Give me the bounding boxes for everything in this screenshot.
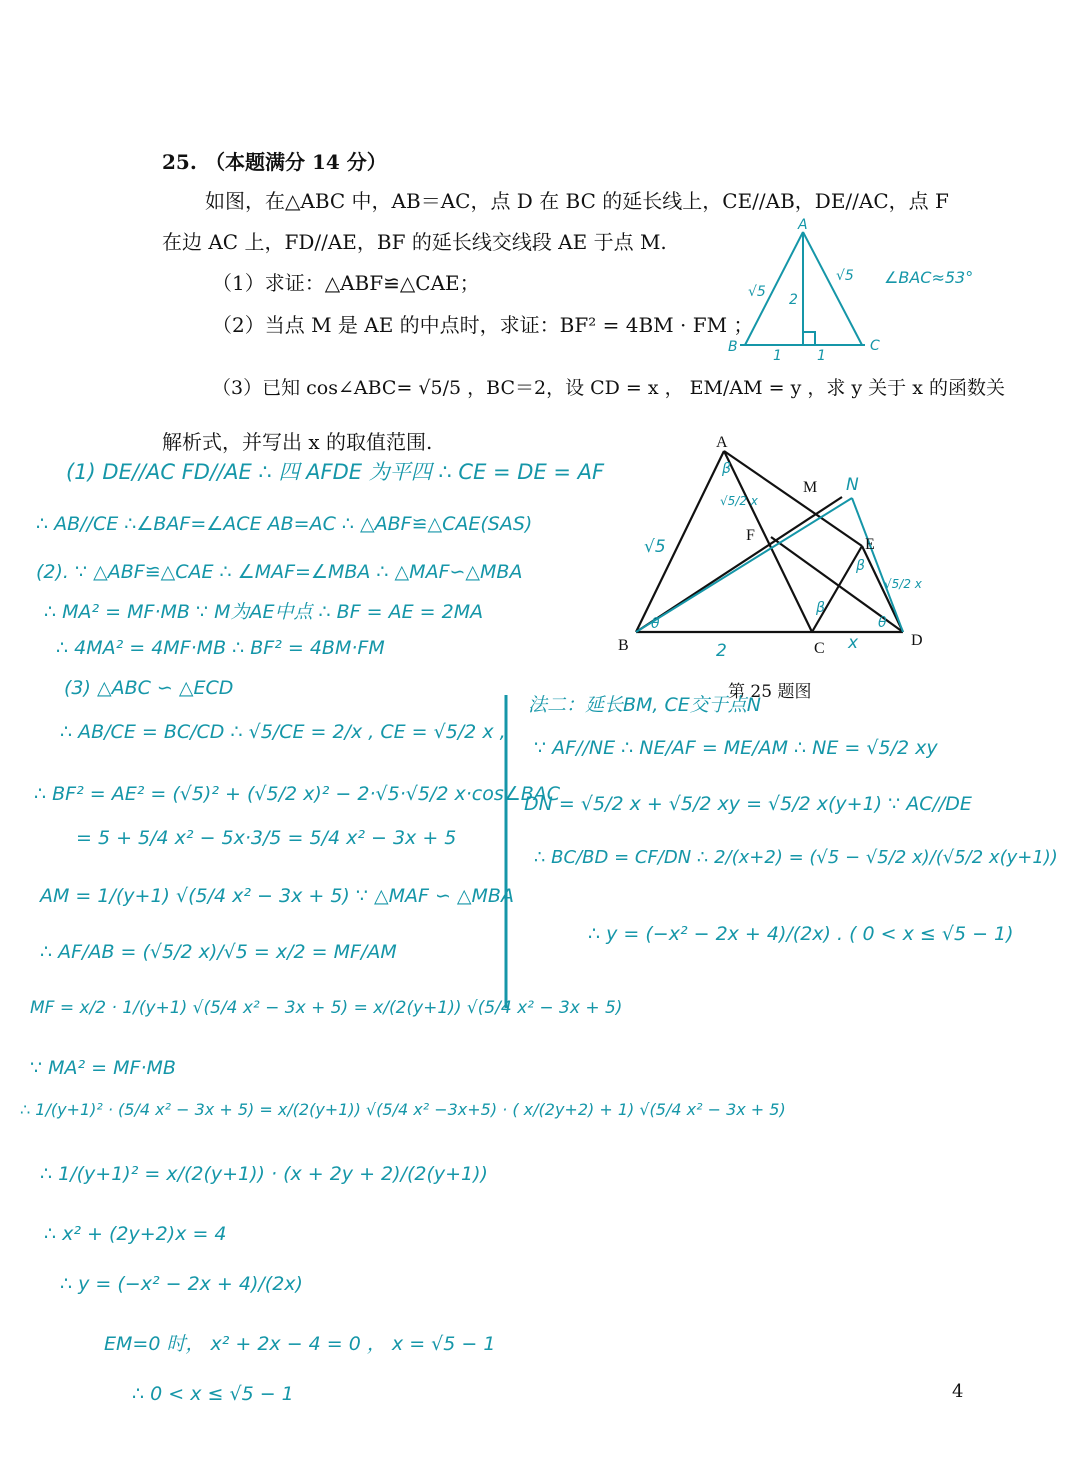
small-label-side-left: √5: [748, 284, 766, 300]
hw-right-line-2: ∵ AF//NE ∴ NE/AF = ME/AM ∴ NE = √5/2 xy: [534, 737, 938, 759]
hw-line-18: EM=0 时， x² + 2x − 4 = 0 ， x = √5 − 1: [104, 1333, 496, 1355]
problem-line-2: 在边 AC 上，FD//AE，BF 的延长线交线段 AE 于点 M.: [162, 230, 667, 254]
label-c: C: [814, 640, 825, 657]
annot-theta-b: θ: [651, 616, 660, 632]
annot-cd-length: x: [848, 633, 859, 653]
hw-line-4: ∴ MA² = MF·MB ∵ M为AE中点 ∴ BF = AE = 2MA: [44, 601, 484, 623]
hw-line-7: ∴ AB/CE = BC/CD ∴ √5/CE = 2/x , CE = √5/2 x ,: [60, 721, 506, 743]
small-angle-note: ∠BAC≈53°: [884, 268, 974, 287]
hw-line-17: ∴ y = (−x² − 2x + 4)/(2x): [60, 1273, 303, 1295]
hw-line-8: ∴ BF² = AE² = (√5)² + (√5/2 x)² − 2·√5·√5/2 x·cos∠BAC: [34, 783, 561, 805]
segment-ce: [812, 546, 862, 632]
label-d: D: [911, 632, 923, 649]
hw-right-line-1: 法二：延长BM, CE交于点N: [528, 694, 761, 716]
hw-line-6: (3) △ABC ∽ △ECD: [64, 677, 234, 699]
small-side-ac: [803, 232, 862, 345]
hw-line-13: ∵ MA² = MF·MB: [30, 1057, 176, 1079]
hw-line-2: ∴ AB//CE ∴∠BAF=∠ACE AB=AC ∴ △ABF≌△CAE(SAS): [36, 513, 533, 535]
label-n: N: [846, 475, 859, 495]
hw-right-line-5: ∴ y = (−x² − 2x + 4)/(2x) . ( 0 < x ≤ √5 − 1): [588, 923, 1014, 945]
small-label-side-right: √5: [836, 268, 854, 284]
label-b: B: [618, 637, 629, 654]
annot-ab-length: √5: [644, 537, 666, 557]
question-3-continued: 解析式，并写出 x 的取值范围.: [162, 430, 433, 454]
question-3: （3）已知 cos∠ABC= √5/5 ，BC＝2，设 CD = x ， EM/AM = y ，求 y 关于 x 的函数关: [212, 377, 1005, 399]
small-label-a: A: [798, 217, 808, 233]
annot-bc-length: 2: [716, 641, 727, 661]
hw-line-14: ∴ 1/(y+1)² · (5/4 x² − 3x + 5) = x/(2(y+1)) √(5/4 x² −3x+5) · ( x/(2y+2) + 1) √(5/4 x² − 3x + 5): [20, 1100, 786, 1119]
annot-theta-d: θ: [878, 615, 887, 631]
hw-line-15: ∴ 1/(y+1)² = x/(2(y+1)) · (x + 2y + 2)/(2(y+1)): [40, 1163, 488, 1185]
annot-af-length: √5/2 x: [720, 494, 758, 508]
problem-line-1: 如图，在△ABC 中，AB＝AC，点 D 在 BC 的延长线上，CE//AB，DE//AC，点 F: [205, 189, 949, 213]
label-m: M: [803, 479, 818, 496]
small-label-height: 2: [789, 292, 798, 308]
segment-ac: [724, 451, 812, 632]
annot-beta-e: β: [856, 558, 865, 574]
small-label-base-left: 1: [773, 348, 782, 364]
hw-line-3: (2). ∵ △ABF≌△CAE ∴ ∠MAF=∠MBA ∴ △MAF∽△MBA: [36, 561, 523, 583]
hw-line-11: ∴ AF/AB = (√5/2 x)/√5 = x/2 = MF/AM: [40, 941, 397, 963]
annot-beta-a: β: [722, 461, 731, 477]
hw-right-line-4: ∴ BC/BD = CF/DN ∴ 2/(x+2) = (√5 − √5/2 x)/(√5/2 x(y+1)): [534, 847, 1058, 868]
hw-right-line-3: DN = √5/2 x + √5/2 xy = √5/2 x(y+1) ∵ AC//DE: [524, 793, 972, 815]
page-number: 4: [952, 1381, 964, 1402]
small-label-b: B: [728, 339, 738, 355]
hw-line-1: (1) DE//AC FD//AE ∴ 四 AFDE 为平四 ∴ CE = DE = AF: [66, 460, 605, 484]
label-a: A: [716, 434, 728, 451]
small-label-c: C: [870, 338, 880, 354]
main-figure: [636, 451, 903, 632]
problem-heading: （本题满分 14 分）: [205, 150, 387, 174]
small-label-base-right: 1: [817, 348, 826, 364]
small-right-angle-mark: [803, 332, 815, 345]
hw-line-9: = 5 + 5/4 x² − 5x·3/5 = 5/4 x² − 3x + 5: [76, 827, 457, 849]
question-1: （1）求证：△ABF≌△CAE；: [212, 271, 480, 295]
question-2: （2）当点 M 是 AE 的中点时，求证：BF² = 4BM · FM ；: [212, 313, 754, 337]
label-f: F: [746, 527, 755, 544]
label-e: E: [865, 536, 875, 553]
hw-line-12: MF = x/2 · 1/(y+1) √(5/4 x² − 3x + 5) = x/(2(y+1)) √(5/4 x² − 3x + 5): [30, 998, 623, 1018]
hw-line-19: ∴ 0 < x ≤ √5 − 1: [132, 1383, 294, 1405]
hw-line-5: ∴ 4MA² = 4MF·MB ∴ BF² = 4BM·FM: [56, 637, 385, 659]
hw-line-16: ∴ x² + (2y+2)x = 4: [44, 1223, 227, 1245]
annot-beta-c: β: [816, 600, 825, 616]
annot-ed-length: √5/2 x: [884, 577, 922, 591]
hw-line-10: AM = 1/(y+1) √(5/4 x² − 3x + 5) ∵ △MAF ∽ △MBA: [40, 885, 514, 907]
problem-number: 25.: [162, 150, 197, 174]
figure-caption: 第 25 题图: [728, 682, 812, 702]
